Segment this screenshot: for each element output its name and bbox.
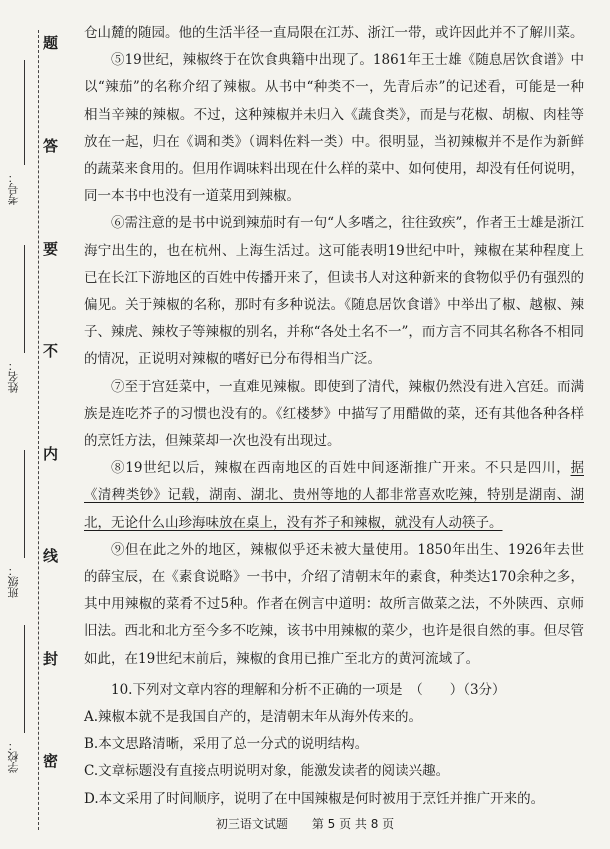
paragraph-9: ⑨但在此之外的地区，辣椒似乎还未被大量使用。1850年出生、1926年去世的薛宝辰，在《素食说略》一书中，介绍了清朝末年的素食，种类达170余种之多，其中用辣椒的菜肴不过5种。作者在例言中道明：故所言做菜之法，不外陕西、京师旧法。西北和北方至今多不吃辣，该书中用辣椒的菜少，也许是很自然的事。但尽管如此，在19世纪末前后，辣椒的食用已推广至北方的黄河流域了。 — [84, 541, 584, 667]
question-10-stem: 10.下列对文章内容的理解和分析不正确的一项是 （ ）（3分） — [111, 681, 506, 698]
option-c: C.文章标题没有直接点明说明对象，能激发读者的阅读兴趣。 — [84, 763, 450, 780]
name-label: 姓名： — [7, 360, 20, 393]
seal-char: 封 — [43, 650, 59, 668]
seal-char: 要 — [43, 240, 59, 258]
paragraph-5: ⑤19世纪，辣椒终于在饮食典籍中出现了。1861年王士雄《随息居饮食谱》中以“辣茄”的名称介绍了辣椒。从书中“种类不一，先青后赤”的记述看，可能是一种相当辛辣的辣椒。不过，这种辣椒并未归入《蔬食类》，而是与花椒、胡椒、肉桂等放在一起，归在《调和类》（调料佐料一类）中。很明显，当初辣椒并不是作为新鲜的蔬菜来食用的。但用作调味料出现在什么样的菜中、如何使用，却没有任何说明，同一本书中也没有一道菜用到辣椒。 — [84, 52, 584, 205]
underlined-sentence: 据《清稗类钞》记载，湖南、湖北、贵州等地的人都非常喜欢吃辣，特别是湖南、湖北，无论什么山珍海味放在桌上，没有芥子和辣椒，就没有人动筷子。 — [84, 460, 584, 531]
seal-char: 内 — [43, 445, 59, 463]
seal-char: 不 — [43, 342, 59, 360]
paragraph-8-text: ⑧19世纪以后，辣椒在西南地区的百姓中间逐渐推广开来。不只是四川， — [111, 460, 571, 477]
paragraph-8 — [84, 455, 584, 537]
paragraph-4-end: 仓山麓的随园。他的生活半径一直局限在江苏、浙江一带，或许因此并不了解川菜。 — [84, 25, 584, 41]
seal-char: 题 — [43, 34, 59, 52]
page-footer: 初三语文试题 第 5 页 共 8 页 — [215, 817, 395, 831]
option-b: B.本文思路清晰，采用了总一分式的说明结构。 — [84, 736, 369, 753]
binding-margin — [0, 0, 78, 849]
exam-number-label: 考号： — [7, 172, 20, 205]
seal-char: 答 — [43, 137, 59, 155]
passage-body — [84, 20, 584, 813]
class-label: 班级： — [7, 565, 20, 598]
exam-number-line — [24, 60, 25, 165]
paragraph-6: ⑥需注意的是书中说到辣茄时有一句“人多嗜之，往往致疾”，作者王士雄是浙江海宁出生的，也在杭州、上海生活过。这可能表明19世纪中叶，辣椒在某种程度上已在长江下游地区的百姓中传播开来了，但读书人对这种新来的食物似乎仍有强烈的偏见。关于辣椒的名称，那时有多种说法。《随息居饮食谱》中举出了椒、越椒、辣子、辣虎、辣枚子等辣椒的别名，并称“各处土名不一”，而方言不同其名称各不相同的情况，正说明对辣椒的嗜好已分布得相当广泛。 — [84, 215, 584, 368]
option-d: D.本文采用了时间顺序，说明了在中国辣椒是何时被用于烹饪并推广开来的。 — [84, 790, 545, 807]
name-line — [24, 245, 25, 353]
option-a: A.辣椒本就不是我国自产的，是清朝末年从海外传来的。 — [84, 709, 423, 726]
class-line — [24, 450, 25, 558]
school-line — [24, 625, 25, 733]
seal-char: 密 — [43, 752, 59, 770]
paragraph-7: ⑦至于宫廷菜中，一直难见辣椒。即使到了清代，辣椒仍然没有进入宫廷。而满族是连吃芥子的习惯也没有的。《红楼梦》中描写了用醋做的菜，还有其他各种各样的烹饪方法，但辣菜却一次也没有出现过。 — [84, 378, 584, 450]
seal-line — [38, 30, 39, 830]
seal-char: 线 — [43, 547, 59, 565]
school-label: 学校： — [7, 740, 20, 773]
